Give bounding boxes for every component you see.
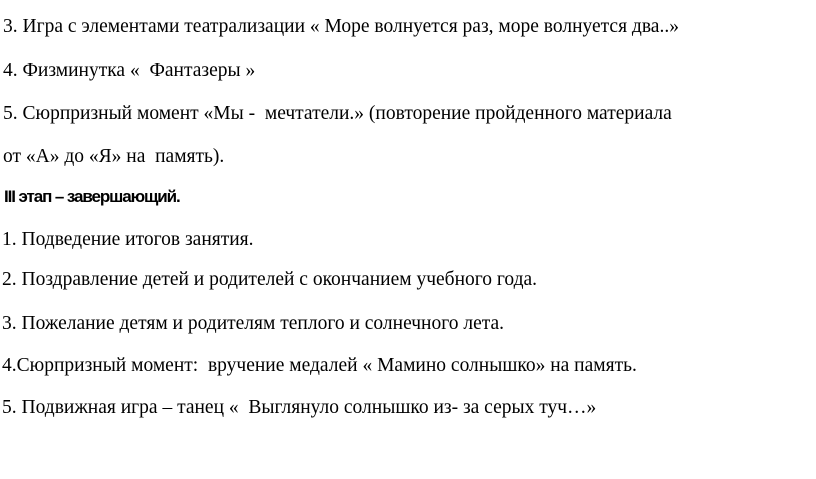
text-line-wishes: 3. Пожелание детям и родителям теплого и солнечного лета. [2, 313, 505, 334]
text-line-medals: 4.Сюрпризный момент: вручение медалей « Мамино солнышко» на память. [2, 355, 637, 376]
text-line-physical-break: 4. Физминутка « Фантазеры » [3, 60, 256, 81]
section-heading-final-stage: III этап – завершающий. [4, 187, 180, 206]
text-line-game-sea: 3. Игра с элементами театрализации « Море волнуется раз, море волнуется два..» [3, 16, 679, 37]
text-line-congratulation: 2. Поздравление детей и родителей с окончанием учебного года. [2, 269, 538, 290]
text-line-dance-game: 5. Подвижная игра – танец « Выглянуло солнышко из- за серых туч…» [2, 397, 597, 418]
text-line-surprise-dreamers: 5. Сюрпризный момент «Мы - мечтатели.» (повторение пройденного материала [3, 103, 672, 124]
text-line-surprise-dreamers-cont: от «А» до «Я» на память). [3, 146, 225, 167]
text-line-summary: 1. Подведение итогов занятия. [2, 229, 254, 250]
